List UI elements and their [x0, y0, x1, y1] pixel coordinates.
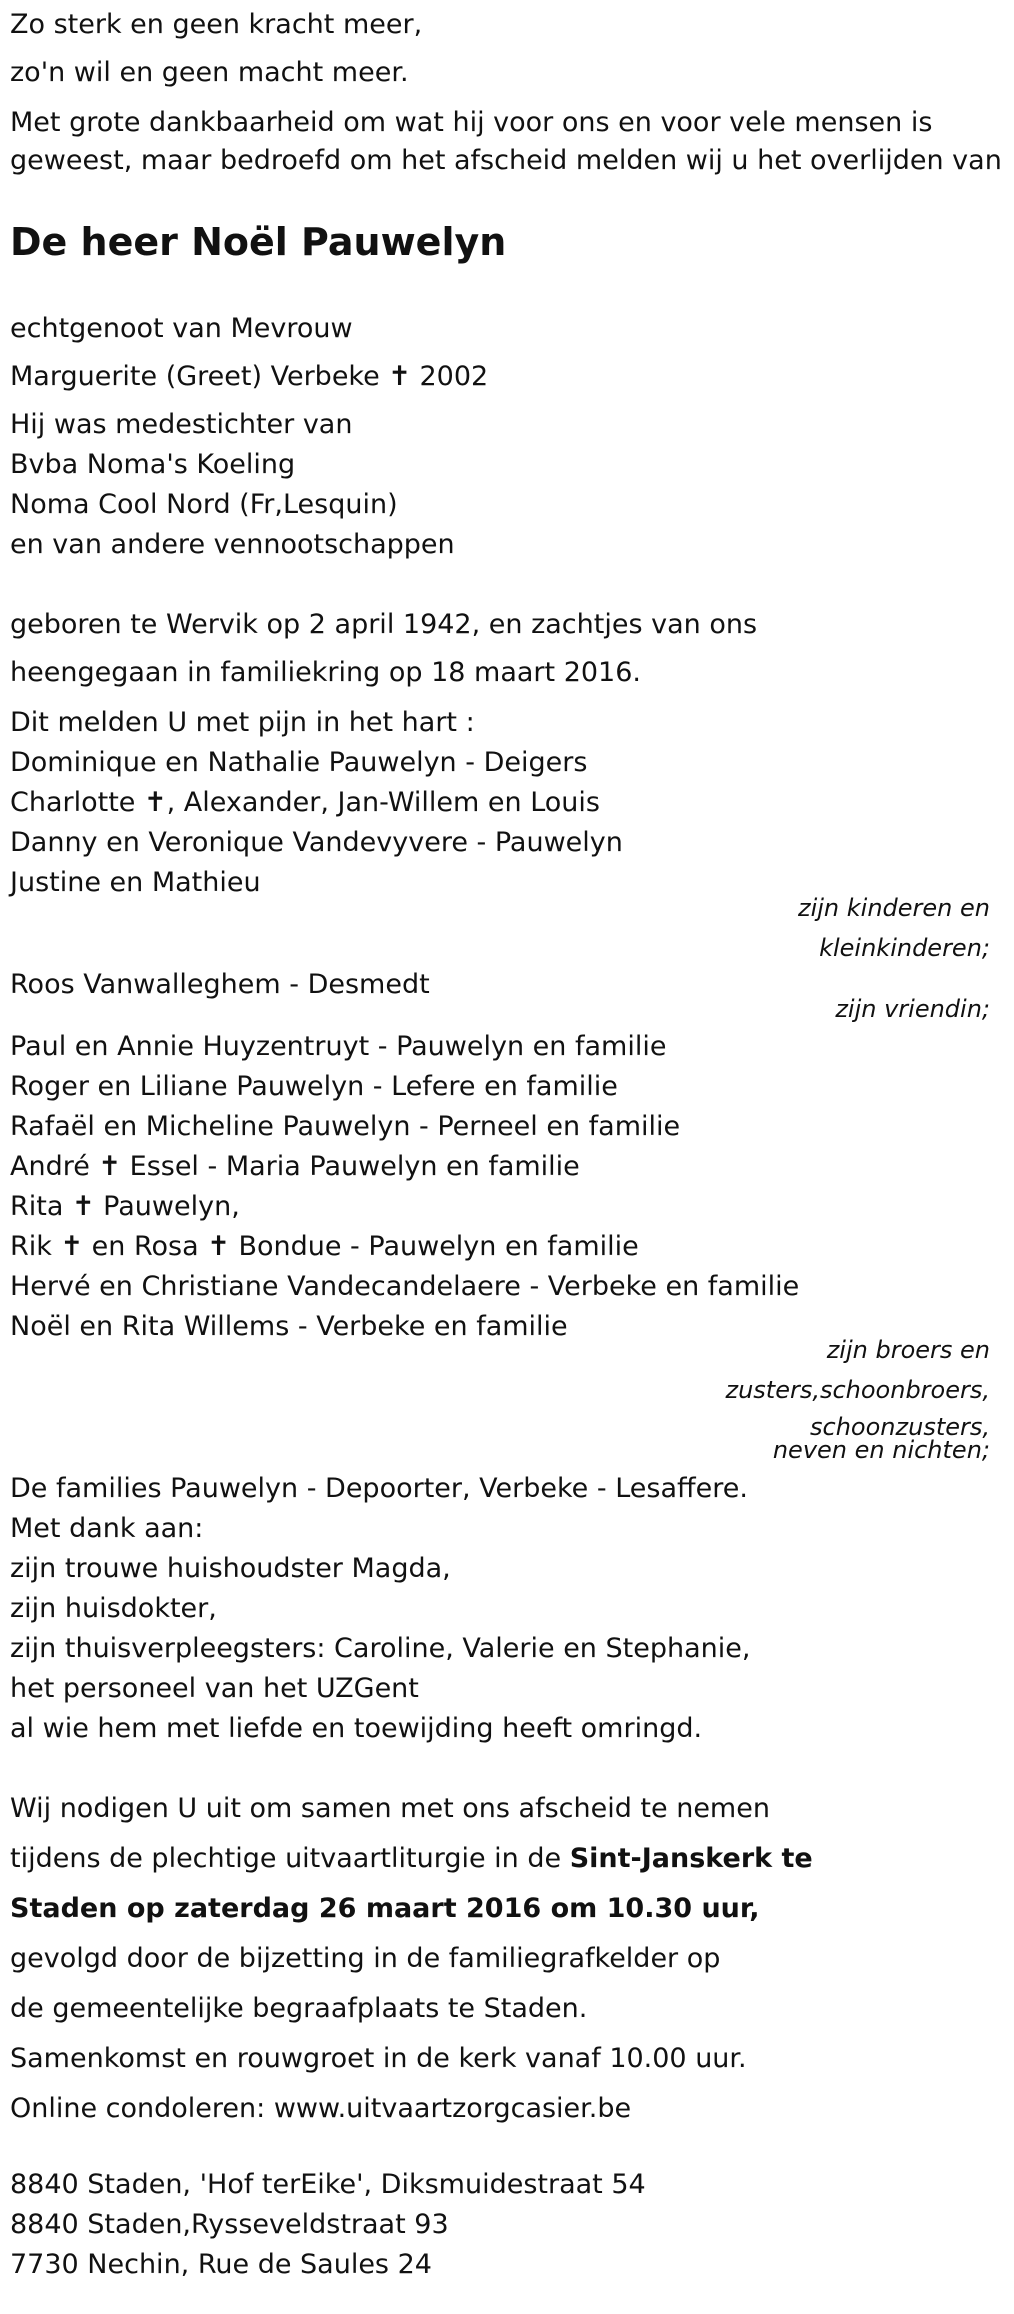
funeral-date: Staden op zaterdag 26 maart 2016 om 10.30 uur, — [10, 1893, 760, 1924]
birth-line-2: heengegaan in familiekring op 18 maart 2016. — [10, 657, 641, 688]
friend-relation: zijn vriendin; — [835, 995, 990, 1023]
poem-line-2: zo'n wil en geen macht meer. — [10, 57, 409, 88]
address-line-3: 7730 Nechin, Rue de Saules 24 — [10, 2249, 432, 2280]
spouse-line-1: echtgenoot van Mevrouw — [10, 313, 353, 344]
sibling-line-3: Rafaël en Micheline Pauwelyn - Perneel en familie — [10, 1111, 681, 1142]
announcement-line-2: geweest, maar bedroefd om het afscheid melden wij u het overlijden van — [10, 145, 1002, 176]
church-name: Sint-Janskerk te — [569, 1843, 813, 1874]
sibling-line-8: Noël en Rita Willems - Verbeke en familie — [10, 1311, 568, 1342]
birth-line-1: geboren te Wervik op 2 april 1942, en zachtjes van ons — [10, 609, 758, 640]
sibling-line-1: Paul en Annie Huyzentruyt - Pauwelyn en familie — [10, 1031, 667, 1062]
sibling-line-4: André ✝ Essel - Maria Pauwelyn en familie — [10, 1151, 580, 1182]
siblings-relation-2: zusters,schoonbroers, — [725, 1376, 990, 1404]
sibling-line-5: Rita ✝ Pauwelyn, — [10, 1191, 240, 1222]
founder-line-3: Noma Cool Nord (Fr,Lesquin) — [10, 489, 398, 520]
children-line-1: Dominique en Nathalie Pauwelyn - Deigers — [10, 747, 588, 778]
poem-line-1: Zo sterk en geen kracht meer, — [10, 9, 423, 40]
children-line-2: Charlotte ✝, Alexander, Jan-Willem en Louis — [10, 787, 600, 818]
founder-line-1: Hij was medestichter van — [10, 409, 353, 440]
invitation-line-1: Wij nodigen U uit om samen met ons afscheid te nemen — [10, 1793, 770, 1824]
sibling-line-7: Hervé en Christiane Vandecandelaere - Verbeke en familie — [10, 1271, 800, 1302]
sibling-line-6: Rik ✝ en Rosa ✝ Bondue - Pauwelyn en familie — [10, 1231, 639, 1262]
sibling-line-2: Roger en Liliane Pauwelyn - Lefere en familie — [10, 1071, 618, 1102]
online-condolence-line: Online condoleren: www.uitvaartzorgcasier.be — [10, 2093, 632, 2124]
children-line-3: Danny en Veronique Vandevyvere - Pauwelyn — [10, 827, 623, 858]
invitation-line-2-text: tijdens de plechtige uitvaartliturgie in de — [10, 1843, 570, 1874]
founder-line-2: Bvba Noma's Koeling — [10, 449, 296, 480]
invitation-line-2 — [10, 1842, 813, 1876]
families-line: De families Pauwelyn - Depoorter, Verbeke - Lesaffere. — [10, 1473, 748, 1504]
burial-line-1: gevolgd door de bijzetting in de familiegrafkelder op — [10, 1943, 721, 1974]
friend-line: Roos Vanwalleghem - Desmedt — [10, 969, 430, 1000]
deceased-name: De heer Noël Pauwelyn — [10, 220, 507, 264]
siblings-relation-3: schoonzusters, — [810, 1413, 990, 1441]
thanks-line-5: al wie hem met liefde en toewijding heeft omringd. — [10, 1713, 703, 1744]
burial-line-2: de gemeentelijke begraafplaats te Staden. — [10, 1993, 588, 2024]
gathering-line: Samenkomst en rouwgroet in de kerk vanaf 10.00 uur. — [10, 2043, 747, 2074]
family-intro: Dit melden U met pijn in het hart : — [10, 707, 475, 738]
founder-line-4: en van andere vennootschappen — [10, 529, 455, 560]
children-line-4: Justine en Mathieu — [10, 867, 261, 898]
thanks-line-3: zijn thuisverpleegsters: Caroline, Valerie en Stephanie, — [10, 1633, 751, 1664]
thanks-line-1: zijn trouwe huishoudster Magda, — [10, 1553, 451, 1584]
address-line-1: 8840 Staden, 'Hof terEike', Diksmuidestraat 54 — [10, 2169, 646, 2200]
thanks-line-2: zijn huisdokter, — [10, 1593, 217, 1624]
address-line-2: 8840 Staden,Rysseveldstraat 93 — [10, 2209, 449, 2240]
children-relation-2: kleinkinderen; — [819, 934, 990, 962]
thanks-line-4: het personeel van het UZGent — [10, 1673, 419, 1704]
siblings-relation-4: neven en nichten; — [772, 1436, 990, 1464]
children-relation-1: zijn kinderen en — [798, 894, 990, 922]
spouse-line-2: Marguerite (Greet) Verbeke ✝ 2002 — [10, 361, 489, 392]
thanks-heading: Met dank aan: — [10, 1513, 204, 1544]
siblings-relation-1: zijn broers en — [826, 1336, 990, 1364]
announcement-line-1: Met grote dankbaarheid om wat hij voor ons en voor vele mensen is — [10, 107, 933, 138]
